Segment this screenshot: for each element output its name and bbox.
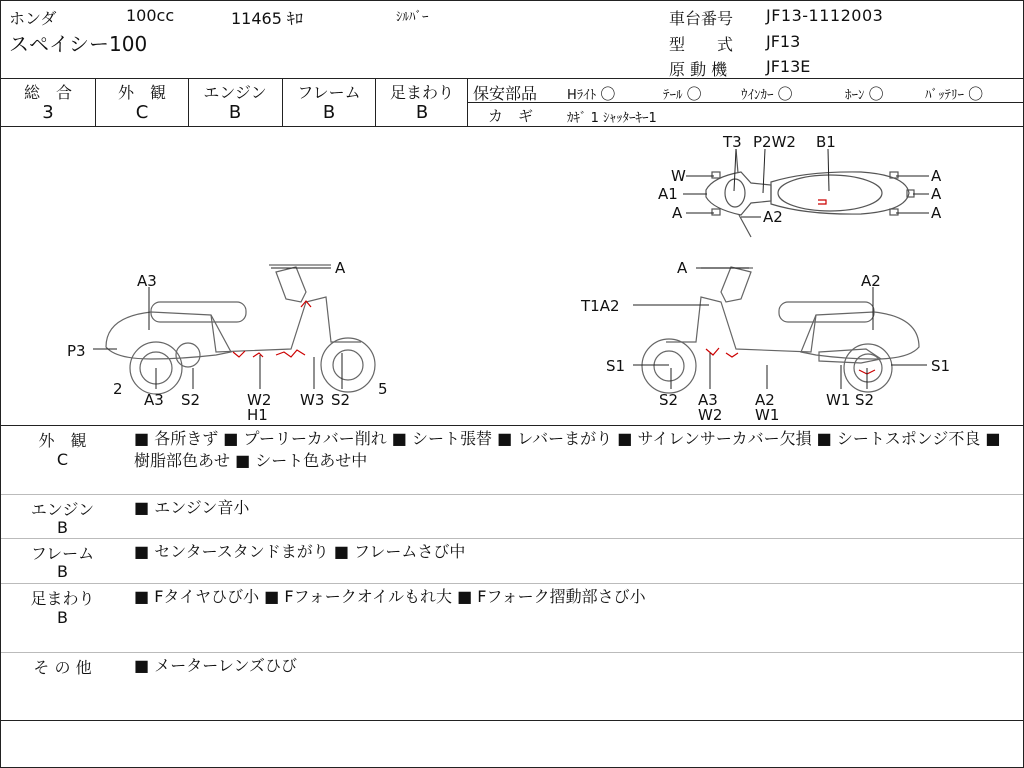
lbl-left-w2: W2 [247, 391, 272, 409]
key-value: ｶｷﾞ 1 ｼｬｯﾀｰｷｰ1 [567, 111, 657, 126]
section-text-suspension: ■ Fタイヤひび小 ■ Fフォークオイルもれ大 ■ Fフォーク摺動部さび小 [134, 587, 646, 606]
section-grade-engine: B [57, 518, 68, 537]
color: ｼﾙﾊﾞｰ [396, 10, 429, 25]
model-name: スペイシー100 [9, 32, 148, 56]
grade-label-overall: 総 合 [23, 83, 72, 102]
lbl-left-5: 5 [378, 380, 388, 398]
mileage: 11465 ｷﾛ [231, 9, 303, 28]
lbl-right-a2-top: A2 [861, 272, 881, 290]
engine-value: JF13E [766, 57, 811, 76]
lbl-left-h1: H1 [247, 406, 268, 424]
lbl-a-top-right3: A [931, 204, 942, 222]
lbl-left-w3: W3 [300, 391, 325, 409]
safety-item-battery: ﾊﾞｯﾃﾘｰ 〇 [925, 85, 984, 103]
section-title-frame: フレーム [30, 544, 95, 563]
lbl-right-t1a2: T1A2 [581, 297, 620, 315]
grade-value-engine: B [228, 102, 242, 123]
lbl-left-s2b: S2 [331, 391, 351, 409]
section-grade-frame: B [57, 562, 68, 581]
grade-value-frame: B [322, 102, 336, 123]
lbl-t3: T3 [723, 133, 742, 151]
divider [1, 78, 1023, 79]
grade-label-engine: エンジン [203, 83, 267, 102]
lbl-right-w2: W2 [698, 406, 723, 424]
grade-label-suspension: 足まわり [389, 83, 454, 102]
section-title-exterior: 外 観 [38, 431, 87, 450]
lbl-right-s1-left: S1 [606, 357, 626, 375]
lbl-a-top-left: A [672, 204, 683, 222]
grade-label-exterior: 外 観 [117, 83, 166, 102]
key-label: カ ギ [488, 107, 534, 125]
lbl-a-top-right1: A [931, 167, 942, 185]
section-text-exterior: ■ 各所きず ■ プーリーカバー削れ ■ シート張替 ■ レバーまがり ■ サイレンサーカバー欠損 ■ シートスポンジ不良 ■ 樹脂部色あせ ■ シート色あせ中 [134, 429, 1001, 470]
maker: ホンダ [9, 9, 57, 28]
safety-item-headlight: Hﾗｲﾄ 〇 [567, 85, 616, 103]
section-title-other: そ の 他 [33, 658, 92, 677]
section-grade-suspension: B [57, 608, 68, 627]
lbl-right-a3: A3 [698, 391, 718, 409]
top-view-leaders [683, 149, 929, 217]
section-text-engine: ■ エンジン音小 [134, 498, 250, 517]
lbl-right-s2b: S2 [855, 391, 875, 409]
lbl-right-s2a: S2 [659, 391, 679, 409]
lbl-right-a: A [677, 259, 688, 277]
frame-label: 車台番号 [669, 9, 734, 28]
scooter-diagram [1, 127, 1023, 425]
safety-item-tail: ﾃｰﾙ 〇 [663, 85, 702, 103]
safety-item-winker: ｳｲﾝｶｰ 〇 [741, 85, 793, 103]
safety-label: 保安部品 [473, 84, 538, 103]
frame-number: JF13-1112003 [766, 6, 884, 25]
lbl-right-w1-bottom: W1 [755, 406, 780, 424]
type-label: 型 式 [669, 35, 734, 54]
left-damage-marks [233, 301, 311, 357]
lbl-left-a3: A3 [144, 391, 164, 409]
lbl-right-a2: A2 [755, 391, 775, 409]
type-value: JF13 [766, 32, 801, 51]
lbl-w: W [671, 167, 686, 185]
section-title-engine: エンジン [30, 500, 95, 519]
lbl-left-p3: P3 [67, 342, 86, 360]
lbl-right-w1: W1 [826, 391, 851, 409]
section-grade-exterior: C [56, 450, 69, 469]
lbl-a2-top: A2 [763, 208, 783, 226]
section-text-other: ■ メーターレンズひび [134, 656, 298, 675]
lbl-left-a: A [335, 259, 346, 277]
safety-item-horn: ﾎｰﾝ 〇 [845, 85, 884, 103]
section-title-suspension: 足まわり [30, 589, 95, 608]
lbl-p2w2: P2W2 [753, 133, 796, 151]
lbl-right-s1-right: S1 [931, 357, 951, 375]
section-text-frame: ■ センタースタンドまがり ■ フレームさび中 [134, 542, 466, 561]
lbl-a-top-right2: A [931, 185, 942, 203]
grade-value-overall: 3 [42, 102, 54, 123]
displacement: 100cc [126, 6, 175, 25]
top-view-scooter [706, 149, 914, 237]
lbl-a1: A1 [658, 185, 678, 203]
engine-label: 原 動 機 [669, 60, 728, 79]
grade-value-exterior: C [135, 102, 149, 123]
lbl-left-2: 2 [113, 380, 123, 398]
lbl-left-a3-top: A3 [137, 272, 157, 290]
right-leaders [633, 268, 927, 389]
lbl-b1: B1 [816, 133, 836, 151]
grade-label-frame: フレーム [297, 83, 361, 102]
grade-value-suspension: B [415, 102, 429, 123]
lbl-left-s2a: S2 [181, 391, 201, 409]
